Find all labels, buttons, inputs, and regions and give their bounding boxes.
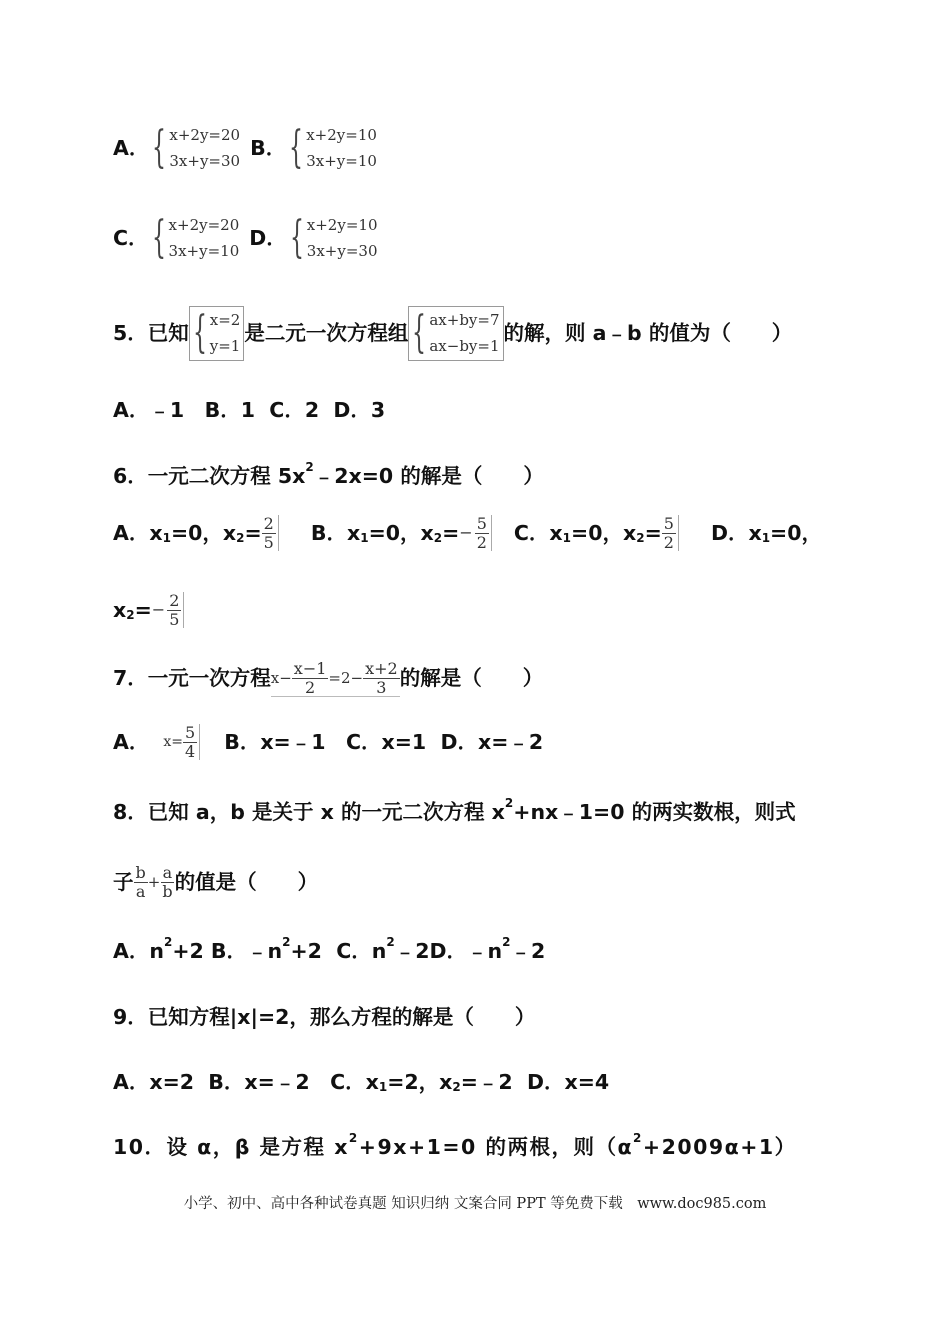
numerator: a: [162, 863, 173, 882]
q6-stem: 6．一元二次方程 5x $^2$ ﹣2x=0 的解是（ ）: [113, 460, 544, 488]
q8-expression: [134, 864, 175, 900]
equals: =: [244, 520, 262, 545]
equation: x+2y=10: [306, 126, 377, 144]
left-brace-icon: {: [289, 122, 304, 174]
q7-equation: [271, 660, 400, 697]
q7-option-a-fraction: [163, 724, 200, 760]
denominator: a: [135, 881, 146, 901]
q7-option-a: A．: [113, 729, 150, 754]
q10-stem-text: +9x+1=0 的两根，则（α: [358, 1135, 634, 1159]
q4-option-d-label: D．: [249, 226, 287, 250]
equation: y=1: [209, 337, 241, 356]
q8-options-text: A．n: [113, 939, 164, 963]
numerator: 5: [476, 514, 487, 533]
equation: 3x+y=10: [306, 152, 377, 171]
q5-solution-system: [189, 306, 245, 361]
equals: =: [442, 520, 460, 545]
q8-stem-text: 8．已知 a，b 是关于 x 的一元二次方程 x: [113, 800, 505, 824]
q6-option-b: =0，x: [368, 520, 434, 545]
q4-option-c-label: C．: [113, 226, 149, 250]
q8-options-text: ﹣2: [510, 939, 546, 963]
q10-stem: 10．设 α，β 是方程 x $^2$ +9x+1=0 的两根，则（α $^2$ +2009α+1）: [113, 1131, 797, 1159]
q8-stem-text: 的值是（ ）: [174, 869, 319, 894]
page-footer: 小学、初中、高中各种试卷真题 知识归纳 文案合同 PPT 等免费下载 www.doc985.com: [183, 1196, 767, 1212]
q5-stem-text: 的解，则 a﹣b 的值为（ ）: [503, 321, 793, 345]
q6-option-c-fraction: [662, 515, 679, 551]
q4-option-d-system: [287, 212, 378, 265]
left-brace-icon: {: [192, 307, 207, 359]
q9-stem: 9．已知方程|x|=2，那么方程的解是（ ）: [113, 1005, 536, 1029]
q6-options: A．x $_1$ =0，x $_2$ = $\frac{2}{5}$ B．x $_1$ =0，x $_2$ = − $\frac{5}{2}$ C．x $_1$ =0，x $_2$ = $\frac{5}{2}$ D．x $_1$ =0，: [113, 514, 822, 552]
equation: 3x+y=30: [169, 152, 241, 171]
q5-equation-system: [408, 306, 503, 361]
equation-part: x−: [270, 668, 292, 687]
minus-sign: −: [151, 600, 166, 620]
q6-stem-text: ﹣2x=0 的解是（ ）: [313, 464, 544, 488]
q4-option-a-system: [149, 122, 240, 175]
q6-option-a: =0，x: [170, 520, 237, 545]
q7-options-rest: B．x=﹣1 C．x=1 D．x=﹣2: [224, 729, 544, 754]
q5-stem-text: 5．已知: [113, 321, 189, 345]
denominator: 2: [476, 532, 487, 552]
equation: 3x+y=10: [168, 242, 240, 261]
q6-option-b-fraction: [459, 515, 492, 551]
q8-stem-text: +nx﹣1=0 的两实数根，则式: [513, 800, 796, 824]
q6-stem-text: 6．一元二次方程 5x: [113, 464, 306, 488]
q8-options-text: ﹣2D．﹣n: [394, 939, 503, 963]
denominator: b: [162, 881, 173, 901]
equals: =: [134, 597, 152, 622]
q4-option-b-label: B．: [250, 136, 287, 160]
q4-option-c-system: [149, 212, 240, 265]
q4-options-cd: [113, 212, 377, 265]
q6-option-b: B．x: [310, 520, 361, 545]
q9-options-text: A．x=2 B．x=﹣2 C．x: [113, 1070, 379, 1094]
numerator: x−1: [293, 659, 327, 678]
numerator: 2: [169, 591, 180, 610]
equation-part: =2−: [328, 668, 364, 687]
q8-options-text: +2 B．﹣n: [172, 939, 283, 963]
q6-option-d: =0，: [770, 520, 822, 545]
equation: ax+by=7: [429, 311, 500, 329]
left-brace-icon: {: [412, 307, 427, 359]
equation: x=2: [209, 311, 241, 329]
equation: ax−by=1: [429, 337, 500, 356]
denominator: 3: [376, 677, 387, 697]
q5-stem: [113, 306, 792, 361]
q6-option-d: D．x: [710, 520, 762, 545]
left-brace-icon: {: [289, 212, 304, 264]
q8-stem-line1: 8．已知 a，b 是关于 x 的一元二次方程 x $^2$ +nx﹣1=0 的两实数根，则式: [113, 796, 796, 824]
numerator: 2: [263, 514, 274, 533]
q7-stem-text: 7．一元一次方程: [113, 666, 271, 691]
q9-options: A．x=2 B．x=﹣2 C．x $_1$ =2，x $_2$ =﹣2 D．x=4: [113, 1070, 610, 1095]
equation: x+2y=20: [168, 216, 240, 234]
q6-option-a-fraction: [262, 515, 279, 551]
equation: x+2y=10: [306, 216, 378, 234]
equation: 3x+y=30: [306, 242, 378, 261]
equation: x+2y=20: [169, 126, 241, 144]
numerator: 5: [663, 514, 674, 533]
q5-stem-text: 是二元一次方程组: [244, 321, 409, 345]
q8-stem-text: 子: [113, 869, 134, 894]
denominator: 4: [185, 741, 196, 761]
q8-options-text: +2 C．n: [290, 939, 387, 963]
q4-option-a-label: A．: [113, 136, 150, 160]
q7-options: [113, 724, 543, 760]
q10-stem-text: +2009α+1）: [642, 1135, 797, 1159]
q6-option-d-fraction: [152, 592, 185, 628]
q8-options: A．n $^2$ +2 B．﹣n $^2$ +2 C．n $^2$ ﹣2D．﹣n $^2$ ﹣2: [113, 935, 546, 963]
q4-options-ab: [113, 122, 377, 175]
numerator: 5: [185, 723, 196, 742]
equation-part: x=: [163, 734, 184, 751]
denominator: 5: [263, 532, 274, 552]
denominator: 2: [663, 532, 674, 552]
q9-options-text: =2，x: [387, 1070, 453, 1094]
q5-options: A．﹣1 B．1 C．2 D．3: [113, 398, 386, 422]
minus-sign: −: [459, 523, 473, 543]
left-brace-icon: {: [152, 122, 167, 174]
q6-option-d: x: [113, 597, 127, 622]
q7-stem-text: 的解是（ ）: [399, 666, 544, 691]
q10-stem-text: 10．设 α，β 是方程 x: [113, 1135, 349, 1159]
q6-option-c: =0，x: [571, 520, 637, 545]
numerator: x+2: [365, 659, 398, 678]
q6-option-d-continued: x $_2$ = − $\frac{2}{5}$: [113, 592, 184, 628]
denominator: 5: [169, 609, 180, 629]
plus-sign: +: [147, 872, 161, 891]
q7-stem: [113, 660, 543, 697]
q8-stem-line2: [113, 864, 318, 900]
equals: =: [644, 520, 662, 545]
q4-option-b-system: [286, 122, 377, 175]
denominator: 2: [305, 677, 316, 697]
q6-option-c: C．x: [513, 520, 563, 545]
q9-options-text: =﹣2 D．x=4: [460, 1070, 610, 1094]
numerator: b: [135, 863, 146, 882]
left-brace-icon: {: [151, 212, 166, 264]
q6-option-a: A．x: [113, 520, 163, 545]
